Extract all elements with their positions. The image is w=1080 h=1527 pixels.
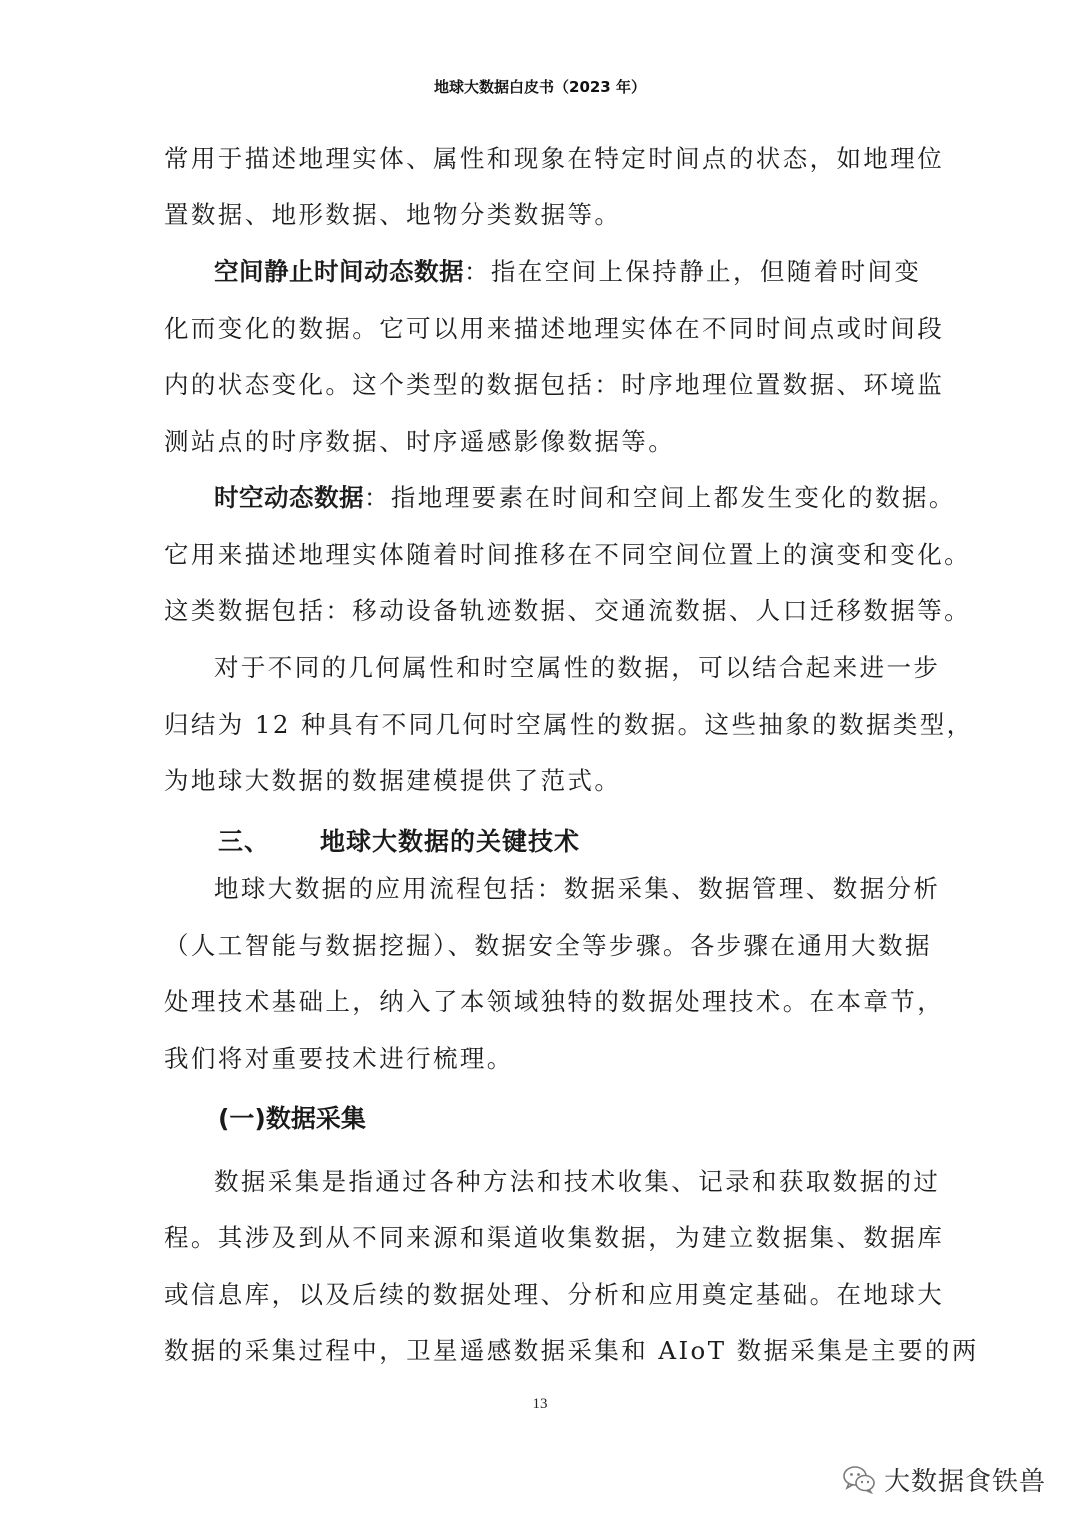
watermark	[842, 1462, 1046, 1496]
term-spatial-static-temporal-dynamic: 空间静止时间动态数据	[214, 257, 464, 286]
body-line: 或信息库，以及后续的数据处理、分析和应用奠定基础。在地球大	[164, 1280, 945, 1309]
paragraph-first-line	[214, 256, 922, 288]
section-number: 三、	[218, 827, 271, 856]
body-line: 内的状态变化。这个类型的数据包括：时序地理位置数据、环境监	[164, 370, 945, 399]
body-line: 我们将对重要技术进行梳理。	[164, 1044, 514, 1073]
body-line: 常用于描述地理实体、属性和现象在特定时间点的状态，如地理位	[164, 144, 945, 173]
wechat-icon	[842, 1464, 876, 1494]
body-line: 这类数据包括：移动设备轨迹数据、交通流数据、人口迁移数据等。	[164, 596, 971, 625]
page-number: 13	[532, 1396, 548, 1412]
body-line: 它用来描述地理实体随着时间推移在不同空间位置上的演变和变化。	[164, 540, 971, 569]
term-spatiotemporal-dynamic: 时空动态数据	[214, 483, 364, 512]
paragraph-first-line	[214, 482, 956, 514]
body-line: 为地球大数据的数据建模提供了范式。	[164, 766, 622, 795]
body-line: 化而变化的数据。它可以用来描述地理实体在不同时间点或时间段	[164, 314, 945, 343]
body-line: 数据的采集过程中，卫星遥感数据采集和 AIoT 数据采集是主要的两	[164, 1336, 979, 1365]
section-title: 地球大数据的关键技术	[320, 827, 581, 856]
subsection-heading: (一)数据采集	[218, 1104, 366, 1133]
body-text: ：指在空间上保持静止，但随着时间变	[464, 257, 922, 286]
body-line: 数据采集是指通过各种方法和技术收集、记录和获取数据的过	[214, 1167, 941, 1196]
section-heading	[218, 826, 580, 858]
body-line: 地球大数据的应用流程包括：数据采集、数据管理、数据分析	[214, 874, 941, 903]
page-header-title: 地球大数据白皮书（2023 年）	[434, 78, 646, 96]
body-line: 归结为 12 种具有不同几何时空属性的数据。这些抽象的数据类型，	[164, 710, 974, 739]
body-line: 置数据、地形数据、地物分类数据等。	[164, 200, 622, 229]
watermark-text: 大数据食铁兽	[884, 1466, 1047, 1497]
body-text: ：指地理要素在时间和空间上都发生变化的数据。	[364, 483, 956, 512]
body-line: 程。其涉及到从不同来源和渠道收集数据，为建立数据集、数据库	[164, 1223, 945, 1252]
body-line: 对于不同的几何属性和时空属性的数据，可以结合起来进一步	[214, 653, 941, 682]
body-line: 测站点的时序数据、时序遥感影像数据等。	[164, 427, 676, 456]
body-line: （人工智能与数据挖掘）、数据安全等步骤。各步骤在通用大数据	[164, 931, 932, 960]
body-line: 处理技术基础上，纳入了本领域独特的数据处理技术。在本章节，	[164, 987, 945, 1016]
